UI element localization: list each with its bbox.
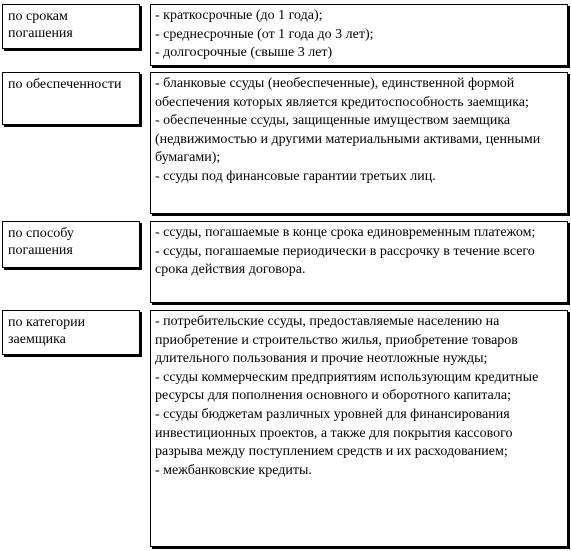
category-label: по категории заемщика [8,315,86,347]
category-box [2,310,140,355]
category-box [2,221,140,268]
description-box [150,221,568,303]
description-item: - ссуды коммерческим предприятиям использующим кредитные ресурсы для пополнения основного и оборотного капитала; [155,369,539,404]
description-item: - ссуды под финансовые гарантии третьих лиц. [155,168,436,184]
category-label: по способу погашения [8,226,74,258]
description-item: - потребительские ссуды, предоставляемые населению на приобретение и строительство жилья, приобретение товаров длительного пользования и прочие неотложные нужды; [155,314,518,367]
description-item: - ссуды, погашаемые периодически в рассрочку в течение всего срока действия договора. [155,243,535,278]
description-item: - ссуды, погашаемые в конце срока единовременным платежом; [155,225,536,240]
category-box [2,4,140,49]
category-label: по обеспеченности [8,77,122,92]
description-box [150,310,568,547]
category-label: по срокам погашения [8,9,73,41]
description-item: - обеспеченные ссуды, защищенные имуществом заемщика (недвижимостью и другими материальными активами, ценными бумагами); [155,113,541,166]
description-box [150,72,568,214]
description-item: - среднесрочные (от 1 года до 3 лет); [155,26,374,42]
description-item: - краткосрочные (до 1 года); [155,8,323,23]
category-box [2,72,140,125]
description-item: - межбанковские кредиты. [155,462,312,478]
description-item: - ссуды бюджетам различных уровней для финансирования инвестиционных проектов, а также для покрытия кассового разрыва между поступлением средств и их расходованием; [155,406,513,460]
description-item: - долгосрочные (свыше 3 лет) [155,45,333,61]
description-box [150,4,568,66]
description-item: - бланковые ссуды (необеспеченные), единственной формой обеспечения которых является кредитоспособность заемщика; [155,76,529,110]
